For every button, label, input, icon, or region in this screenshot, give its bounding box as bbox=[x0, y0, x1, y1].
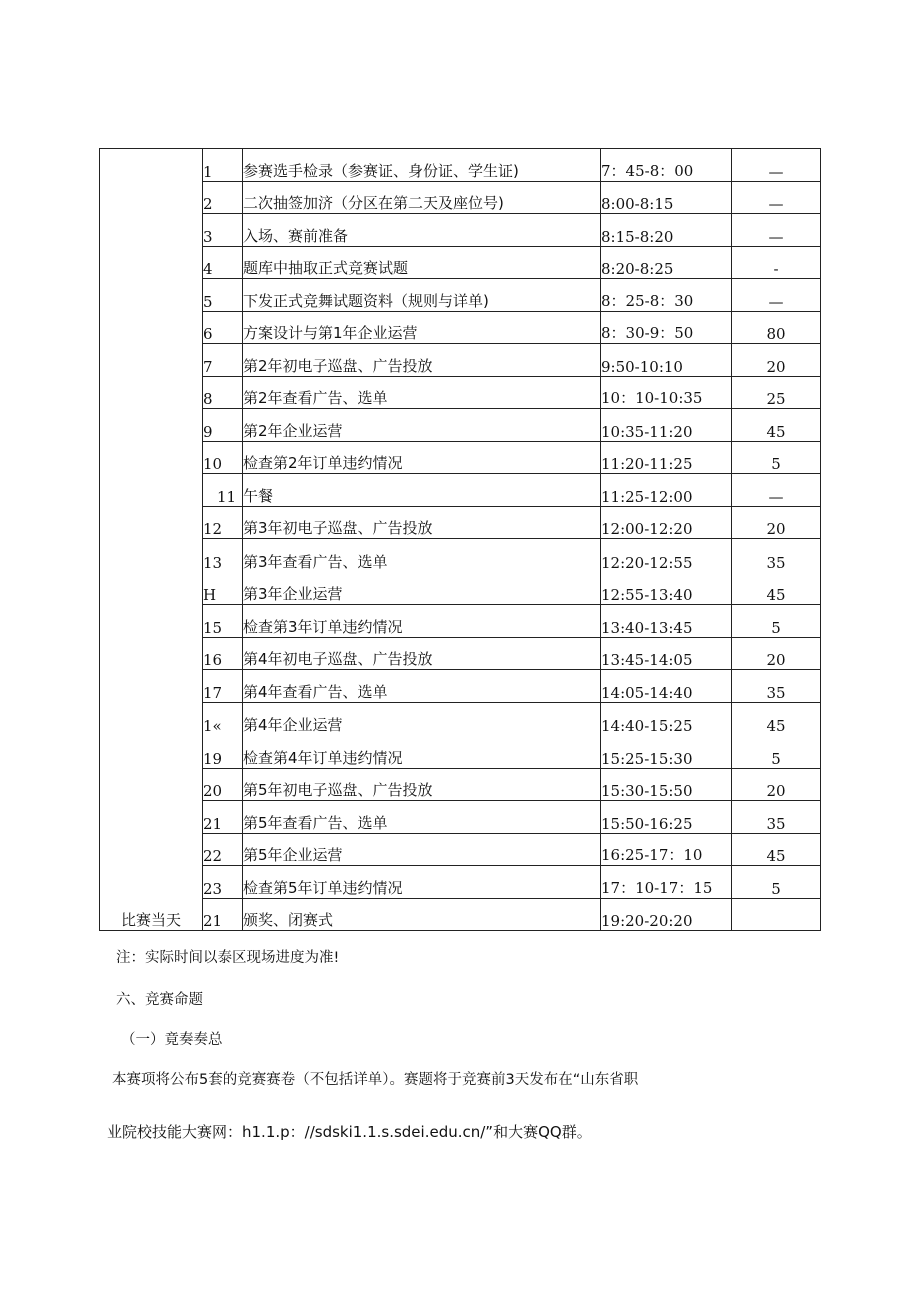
row-time: 8：25-8：30 bbox=[601, 279, 732, 312]
row-task: 第2年初电子巡盘、广告投放 bbox=[243, 344, 601, 377]
row-task: 题库中抽取正式竞赛试题 bbox=[243, 246, 601, 279]
table-row bbox=[100, 376, 821, 409]
row-number: 20 bbox=[203, 768, 243, 801]
row-minutes: — bbox=[732, 474, 821, 507]
table-row bbox=[100, 214, 821, 247]
row-minutes: — bbox=[732, 181, 821, 214]
body-paragraph-line: 本赛项将公布5套的竞赛赛卷（不包括详单）。赛题将于竞赛前3天发布在“山东省职 bbox=[112, 1072, 639, 1088]
row-number: 12 bbox=[203, 506, 243, 539]
row-number: 23 bbox=[203, 866, 243, 899]
row-time-pair bbox=[601, 702, 732, 768]
table-row bbox=[100, 866, 821, 899]
row-task: 第4年初电子巡盘、广告投放 bbox=[243, 637, 601, 670]
row-minutes-pair bbox=[732, 702, 821, 768]
row-number: 5 bbox=[203, 279, 243, 312]
section-heading: 六、竞赛命题 bbox=[116, 992, 203, 1008]
row-task: 检查第2年订单违约情况 bbox=[243, 441, 601, 474]
row-task: 方案设计与第1年企业运营 bbox=[243, 311, 601, 344]
row-task: 颁奖、闭赛式 bbox=[243, 898, 601, 931]
row-task: 检查第5年订单违约情况 bbox=[243, 866, 601, 899]
table-row bbox=[100, 474, 821, 507]
table-row bbox=[100, 768, 821, 801]
table-row-pair bbox=[100, 702, 821, 768]
row-task: 第4年企业运营 bbox=[243, 716, 343, 734]
row-minutes bbox=[732, 898, 821, 931]
table-row bbox=[100, 670, 821, 703]
row-time: 9:50-10:10 bbox=[601, 344, 732, 377]
row-time: 8:20-8:25 bbox=[601, 246, 732, 279]
row-time: 10：10-10:35 bbox=[601, 376, 732, 409]
row-minutes: — bbox=[732, 214, 821, 247]
row-time: 15:25-15:30 bbox=[601, 749, 693, 768]
row-minutes: 80 bbox=[732, 311, 821, 344]
row-minutes: - bbox=[732, 246, 821, 279]
row-time: 13:40-13:45 bbox=[601, 605, 732, 638]
row-minutes: 45 bbox=[766, 586, 786, 604]
row-task: 第3年企业运营 bbox=[243, 585, 343, 603]
table-note: 注：实际时间以泰区现场进度为准! bbox=[116, 950, 340, 966]
row-number: 10 bbox=[203, 441, 243, 474]
row-number-pair bbox=[203, 539, 243, 605]
row-minutes: 5 bbox=[732, 866, 821, 899]
row-minutes: 45 bbox=[732, 833, 821, 866]
row-number: 21 bbox=[203, 801, 243, 834]
row-task: 检查第4年订单违约情况 bbox=[243, 748, 403, 767]
row-task: 第2年企业运营 bbox=[243, 409, 601, 442]
row-minutes: — bbox=[732, 279, 821, 312]
table-row bbox=[100, 506, 821, 539]
row-minutes: 25 bbox=[732, 376, 821, 409]
row-task: 检查第3年订单违约情况 bbox=[243, 605, 601, 638]
row-number: 1« bbox=[203, 717, 222, 735]
table-row bbox=[100, 311, 821, 344]
row-task-pair bbox=[243, 702, 601, 768]
day-label: 比赛当天 bbox=[100, 149, 203, 931]
row-minutes: — bbox=[732, 149, 821, 182]
row-minutes: 20 bbox=[732, 768, 821, 801]
row-time: 11:20-11:25 bbox=[601, 441, 732, 474]
row-number: 21 bbox=[203, 898, 243, 931]
row-task: 第5年初电子巡盘、广告投放 bbox=[243, 768, 601, 801]
table-row bbox=[100, 637, 821, 670]
row-task: 参赛选手检录（参赛证、身份证、学生证) bbox=[243, 149, 601, 182]
row-minutes: 45 bbox=[766, 717, 786, 735]
row-task-pair bbox=[243, 539, 601, 605]
row-minutes: 5 bbox=[732, 605, 821, 638]
row-time: 11:25-12:00 bbox=[601, 474, 732, 507]
row-time: 13:45-14:05 bbox=[601, 637, 732, 670]
table-row bbox=[100, 279, 821, 312]
row-time: 16:25-17：10 bbox=[601, 833, 732, 866]
row-number: H bbox=[203, 586, 217, 604]
row-number: 17 bbox=[203, 670, 243, 703]
row-task: 第5年企业运营 bbox=[243, 833, 601, 866]
row-number: 8 bbox=[203, 376, 243, 409]
row-number: 15 bbox=[203, 605, 243, 638]
row-task: 第2年查看广告、选单 bbox=[243, 376, 601, 409]
subsection-heading: （一）竟奏奏总 bbox=[121, 1032, 223, 1048]
row-time: 12:20-12:55 bbox=[601, 553, 693, 572]
table-row bbox=[100, 344, 821, 377]
row-minutes: 45 bbox=[732, 409, 821, 442]
row-minutes: 35 bbox=[766, 553, 786, 572]
table-row bbox=[100, 833, 821, 866]
row-minutes: 35 bbox=[732, 670, 821, 703]
body-paragraph-line: 业院校技能大赛网：h1.1.p：//sdski1.1.s.sdei.edu.cn/”和大赛QQ群。 bbox=[107, 1123, 592, 1141]
row-time: 12:55-13:40 bbox=[601, 586, 693, 604]
table-row bbox=[100, 149, 821, 182]
row-task: 第3年查看广告、选单 bbox=[243, 552, 388, 571]
row-time: 8:00-8:15 bbox=[601, 181, 732, 214]
row-number: 9 bbox=[203, 409, 243, 442]
row-time: 14:05-14:40 bbox=[601, 670, 732, 703]
row-minutes: 35 bbox=[732, 801, 821, 834]
row-time-pair bbox=[601, 539, 732, 605]
row-time: 8：30-9：50 bbox=[601, 311, 732, 344]
row-number: 2 bbox=[203, 181, 243, 214]
row-time: 7：45-8：00 bbox=[601, 149, 732, 182]
schedule-table bbox=[99, 148, 821, 931]
row-task: 午餐 bbox=[243, 474, 601, 507]
row-number: 11 bbox=[203, 474, 243, 507]
row-time: 12:00-12:20 bbox=[601, 506, 732, 539]
row-task: 第3年初电子巡盘、广告投放 bbox=[243, 506, 601, 539]
table-row bbox=[100, 409, 821, 442]
row-task: 第5年查看广告、选单 bbox=[243, 801, 601, 834]
row-time: 15:30-15:50 bbox=[601, 768, 732, 801]
row-time: 19:20-20:20 bbox=[601, 898, 732, 931]
row-minutes: 20 bbox=[732, 637, 821, 670]
row-number-pair bbox=[203, 702, 243, 768]
row-task: 第4年查看广告、选单 bbox=[243, 670, 601, 703]
row-number: 7 bbox=[203, 344, 243, 377]
row-time: 17：10-17：15 bbox=[601, 866, 732, 899]
row-minutes: 5 bbox=[771, 749, 781, 768]
row-time: 15:50-16:25 bbox=[601, 801, 732, 834]
row-minutes-pair bbox=[732, 539, 821, 605]
table-row bbox=[100, 898, 821, 931]
table-row-pair bbox=[100, 539, 821, 605]
row-number: 6 bbox=[203, 311, 243, 344]
row-number: 16 bbox=[203, 637, 243, 670]
row-minutes: 20 bbox=[732, 506, 821, 539]
row-task: 下发正式竞舞试题资料（规则与详单) bbox=[243, 279, 601, 312]
row-number: 19 bbox=[203, 749, 223, 768]
table-row bbox=[100, 801, 821, 834]
row-minutes: 20 bbox=[732, 344, 821, 377]
row-time: 8:15-8:20 bbox=[601, 214, 732, 247]
table-row bbox=[100, 441, 821, 474]
row-number: 1 bbox=[203, 149, 243, 182]
row-minutes: 5 bbox=[732, 441, 821, 474]
table-row bbox=[100, 605, 821, 638]
row-task: 二次抽签加济（分区在第二天及座位号) bbox=[243, 181, 601, 214]
row-number: 3 bbox=[203, 214, 243, 247]
table-row bbox=[100, 246, 821, 279]
row-number: 4 bbox=[203, 246, 243, 279]
row-task: 入场、赛前准备 bbox=[243, 214, 601, 247]
row-number: 13 bbox=[203, 553, 223, 572]
row-time: 10:35-11:20 bbox=[601, 409, 732, 442]
row-time: 14:40-15:25 bbox=[601, 717, 693, 735]
table-row bbox=[100, 181, 821, 214]
row-number: 22 bbox=[203, 833, 243, 866]
